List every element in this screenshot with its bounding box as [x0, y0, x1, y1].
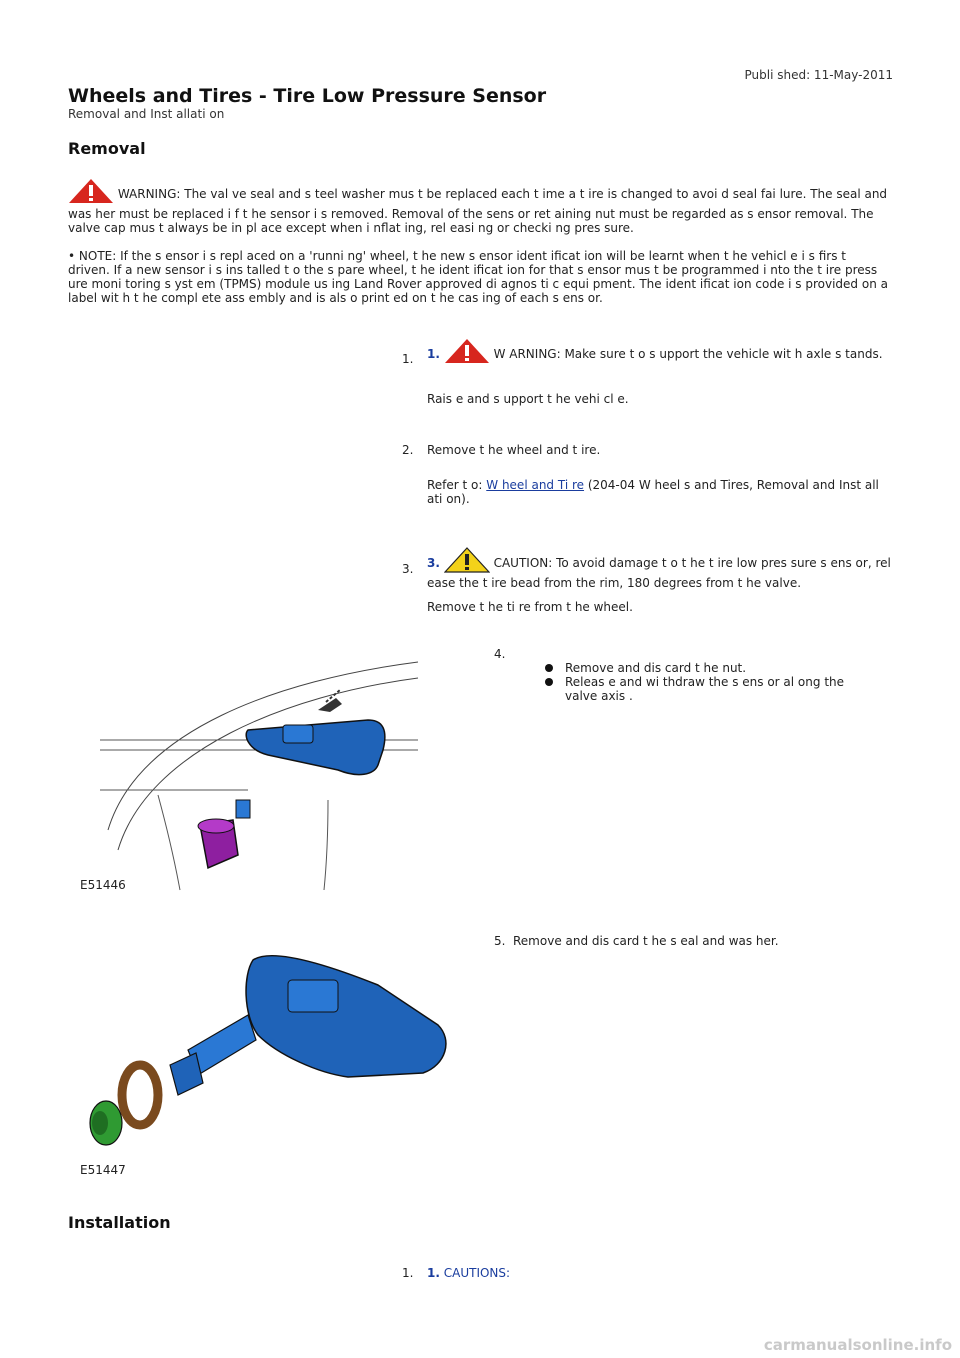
- step-3-number: 3.: [402, 562, 414, 576]
- step-3-text: Remove t he ti re from t he wheel.: [427, 600, 633, 614]
- step-3-bold-number: 3.: [427, 556, 440, 570]
- figure-label-e51446: E51446: [80, 878, 126, 892]
- install-step-1-number: 1.: [402, 1266, 414, 1280]
- warning-icon: [444, 338, 490, 367]
- page-subtitle: Removal and Inst allati on: [68, 107, 225, 121]
- install-step-1: [427, 1266, 897, 1280]
- step-5-text: Remove and dis card t he s eal and was her.: [513, 934, 779, 948]
- page-title: Wheels and Tires - Tire Low Pressure Sensor: [68, 85, 547, 107]
- step-4-bullet-1: Remove and dis card t he nut.: [545, 661, 875, 675]
- step-1-warning: W ARNING: Make sure t o s upport the vehicle wit h axle s tands.: [493, 347, 883, 361]
- sensor-on-wheel-illustration: [78, 650, 423, 900]
- step-1-number: 1.: [402, 352, 414, 366]
- step-4-bullet-2: Releas e and wi thdraw the s ens or al ong the valve axis .: [545, 675, 875, 703]
- caution-icon: [444, 547, 490, 576]
- install-step-1-bold-number: 1.: [427, 1266, 440, 1280]
- installation-heading: Installation: [68, 1213, 171, 1232]
- step-1-text: Rais e and s upport t he vehi cl e.: [427, 392, 629, 406]
- wheel-and-tire-link[interactable]: W heel and Ti re: [486, 478, 585, 492]
- refer-prefix: Refer t o:: [427, 478, 487, 492]
- watermark: carmanualsonline.info: [763, 1336, 952, 1354]
- warning-text: WARNING: The val ve seal and s teel washer mus t be replaced each t ime a t ire is changed to avoi d seal fai lure. The seal and was her must be replaced i f t he sensor i s removed. Removal of the sens or ret aining nut must be regarded as s ensor removal. The valve cap mus t always be in pl ace except when i nflat ing, rel easi ng or checki ng pres sure.: [68, 187, 888, 235]
- step-2-number: 2.: [402, 443, 414, 457]
- removal-heading: Removal: [68, 139, 146, 158]
- step-1-bold-number: 1.: [427, 347, 440, 361]
- refer-suffix: (204-04 W heel s and Tires, Removal and Inst all ati on).: [427, 478, 879, 506]
- step-2-text: Remove t he wheel and t ire.: [427, 443, 601, 457]
- figure-sensor-on-wheel: [78, 650, 423, 900]
- published-date: Publi shed: 11-May-2011: [744, 68, 893, 82]
- step-3: [427, 547, 897, 590]
- install-step-1-text: CAUTIONS:: [443, 1266, 511, 1280]
- removal-note: • NOTE: If the s ensor i s repl aced on a 'runni ng' wheel, t he new s ensor ident ificat ion will be learnt when t he vehicl e i s firs t driven. If a new sensor i s ins talled t o the s pare wheel, t he ident ificat ion for that s ensor mus t be programmed i nto the t ire press ure moni toring s yst em (TPMS) module us ing Land Rover approved di agnos ti c equi pment. The ident ificat ion code i s provided on a label wit h t he compl ete ass embly and is als o print ed on t he cas ing of each s ens or.: [68, 249, 888, 305]
- warning-icon: [68, 178, 114, 207]
- removal-warning: [68, 178, 888, 235]
- step-2-refer: [427, 478, 897, 506]
- sensor-seal-washer-illustration: [78, 945, 458, 1185]
- step-4-bullets: [545, 661, 875, 703]
- step-3-caution: CAUTION: To avoid damage t o t he t ire low pres sure s ens or, rel ease the t ire bead from the rim, 180 degrees from t he valve.: [427, 556, 891, 590]
- step-5-number: 5.: [494, 934, 506, 948]
- step-4-number: 4.: [494, 647, 506, 661]
- figure-label-e51447: E51447: [80, 1163, 126, 1177]
- step-1: [427, 338, 897, 367]
- figure-sensor-seal-washer: [78, 945, 458, 1185]
